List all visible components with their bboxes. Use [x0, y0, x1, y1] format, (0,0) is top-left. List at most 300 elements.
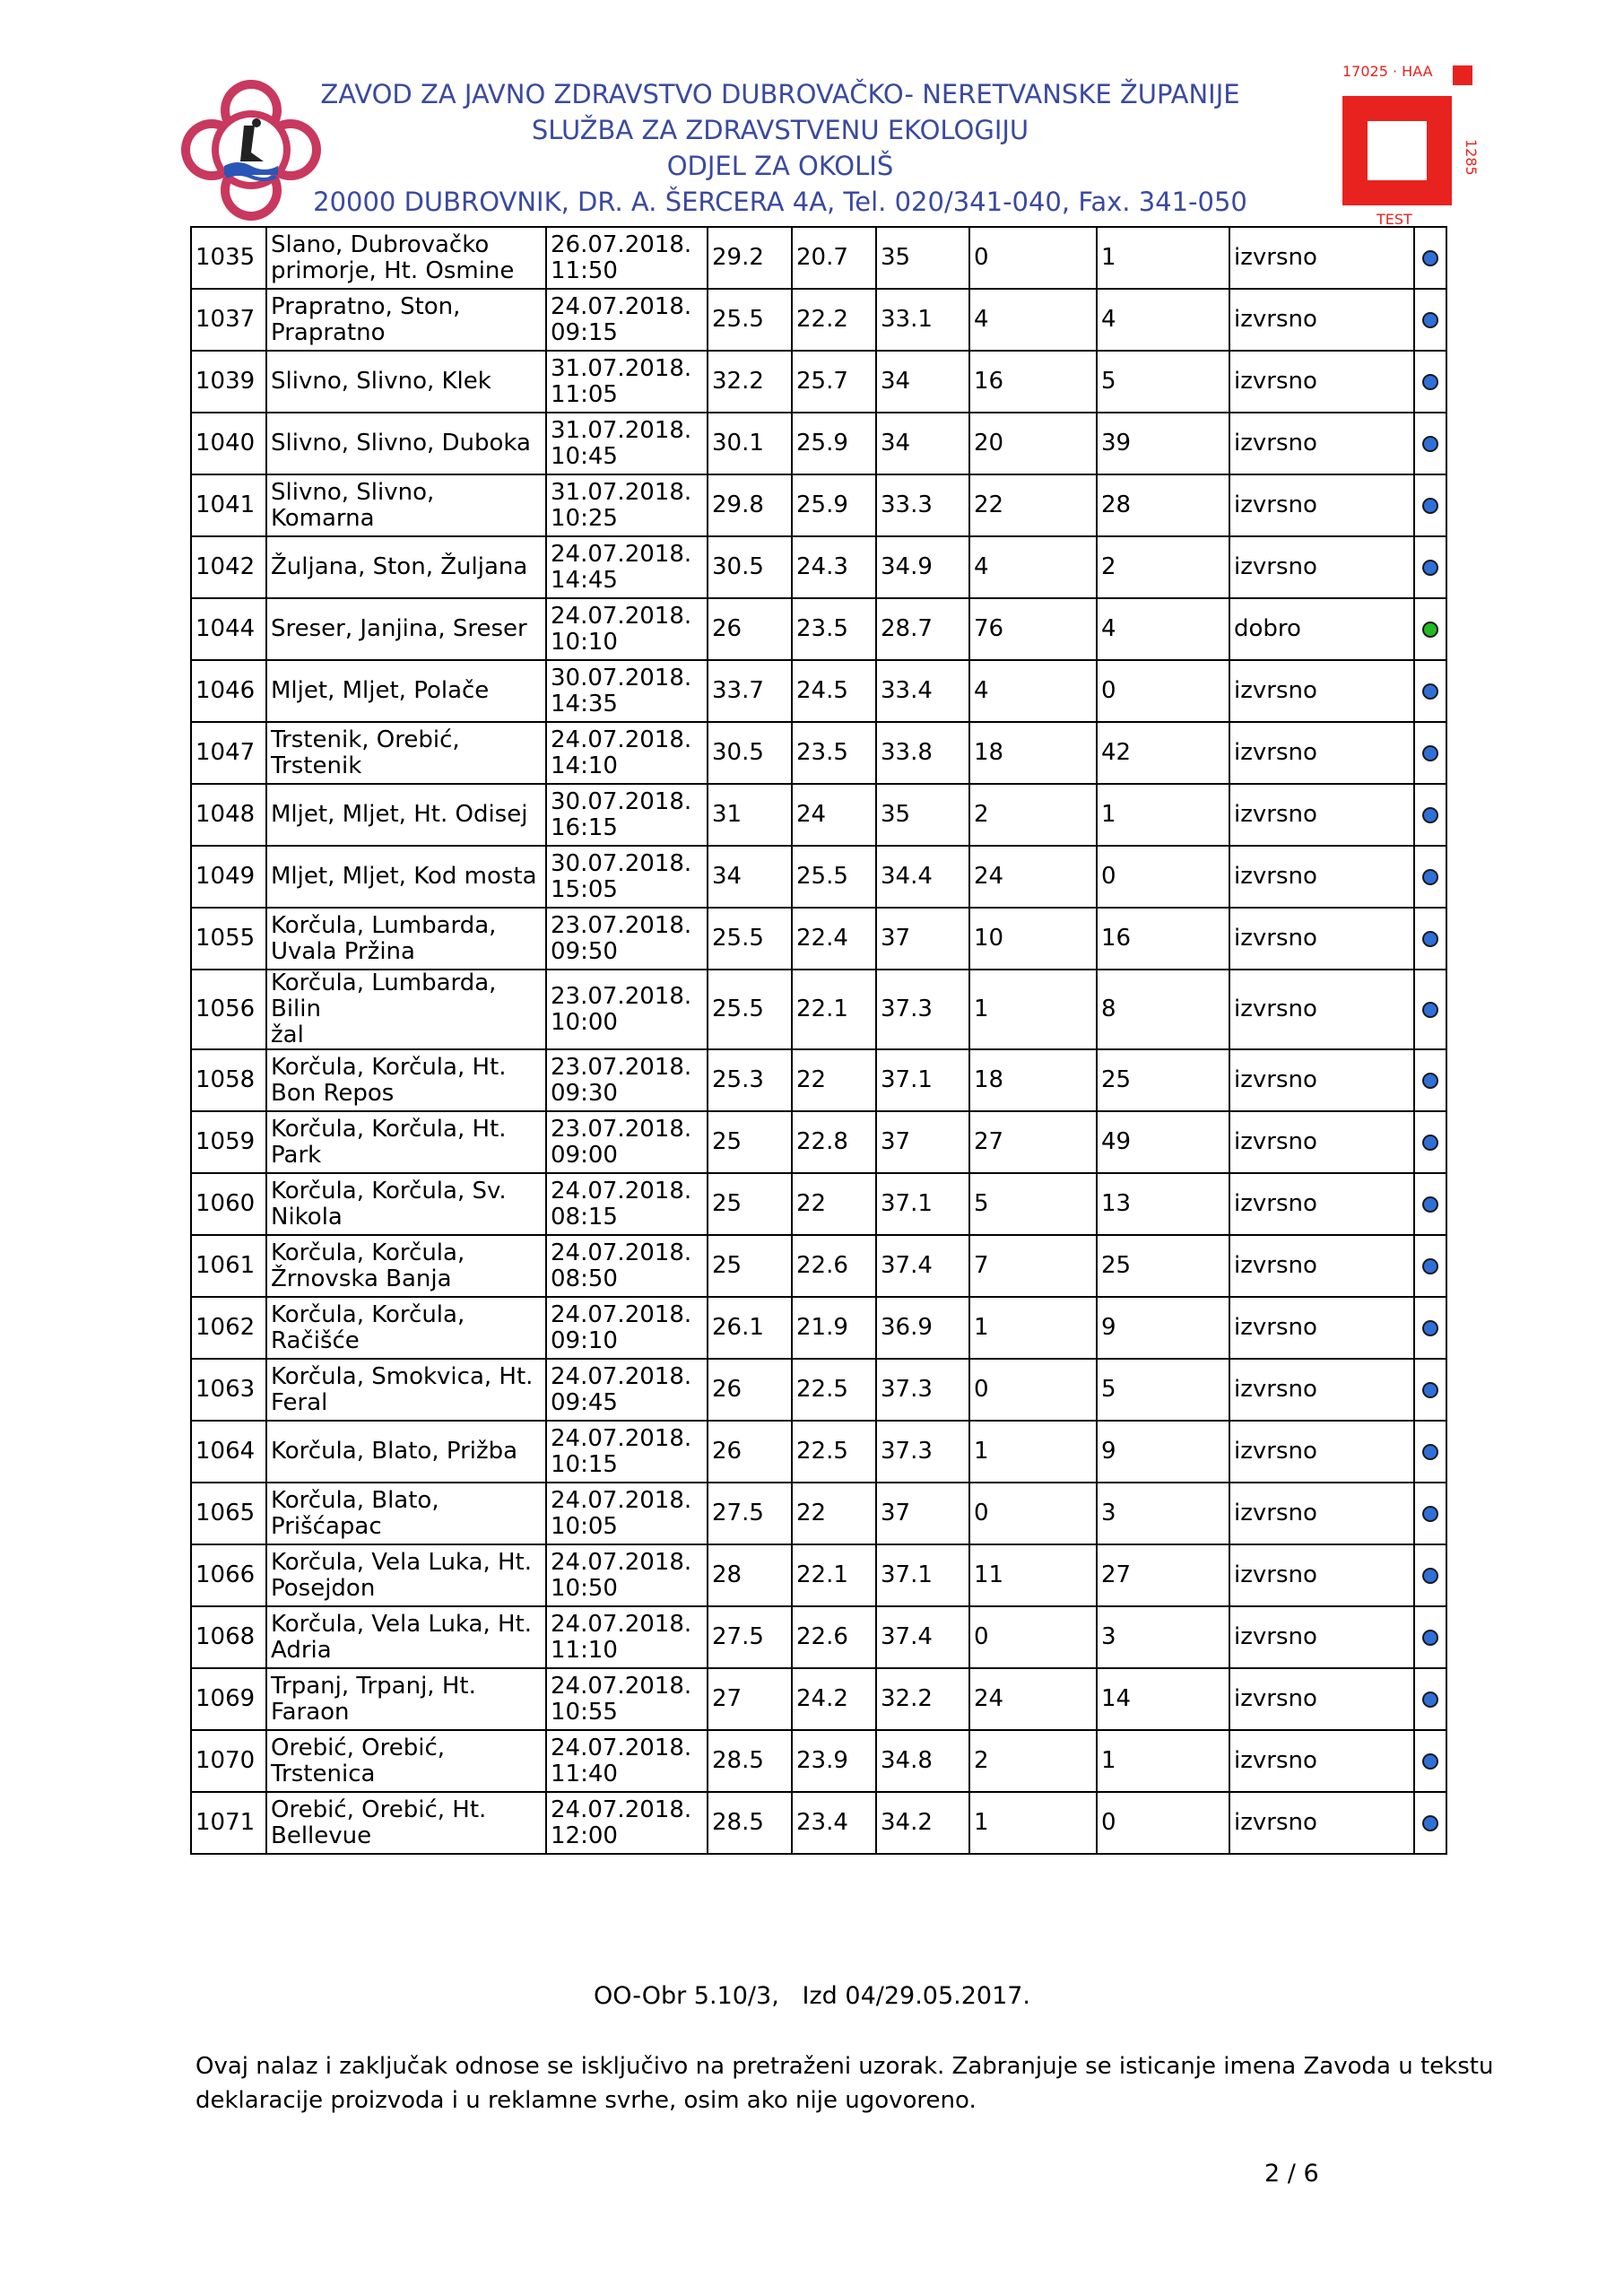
status-dot-icon — [1422, 1002, 1438, 1018]
value-e: 16 — [1097, 908, 1229, 970]
value-a: 26 — [708, 1359, 792, 1421]
status-dot-icon — [1422, 931, 1438, 947]
sampling-date: 24.07.2018. — [551, 1239, 692, 1266]
quality-indicator — [1414, 474, 1446, 536]
location-line: Posejdon — [271, 1574, 376, 1602]
sampling-date: 24.07.2018. — [551, 1424, 692, 1452]
status-dot-icon — [1422, 1382, 1438, 1398]
location — [266, 1730, 546, 1792]
status-dot-icon — [1422, 374, 1438, 390]
sampling-datetime — [546, 598, 708, 660]
value-a: 27.5 — [708, 1606, 792, 1668]
value-d: 10 — [969, 908, 1097, 970]
status-dot-icon — [1422, 312, 1438, 328]
sampling-datetime — [546, 1235, 708, 1297]
sampling-date: 24.07.2018. — [551, 292, 692, 320]
table-row — [191, 784, 1446, 846]
sample-id: 1070 — [191, 1730, 266, 1792]
value-a: 29.8 — [708, 474, 792, 536]
value-b: 21.9 — [792, 1297, 876, 1359]
header-line-department: ODJEL ZA OKOLIŠ — [666, 151, 894, 181]
value-b: 22.8 — [792, 1111, 876, 1173]
value-a: 25 — [708, 1235, 792, 1297]
status-dot-icon — [1422, 622, 1438, 638]
quality-grade: izvrsno — [1229, 1111, 1414, 1173]
sample-id: 1040 — [191, 413, 266, 474]
value-e: 25 — [1097, 1049, 1229, 1111]
value-d: 2 — [969, 1730, 1097, 1792]
sample-id: 1044 — [191, 598, 266, 660]
value-c: 33.4 — [876, 660, 969, 722]
quality-indicator — [1414, 1792, 1446, 1854]
sampling-datetime — [546, 227, 708, 289]
value-d: 4 — [969, 536, 1097, 598]
value-d: 0 — [969, 1606, 1097, 1668]
location-line: Orebić, Orebić, Trstenica — [271, 1734, 445, 1787]
quality-grade: izvrsno — [1229, 1359, 1414, 1421]
sample-id: 1056 — [191, 970, 266, 1049]
quality-indicator — [1414, 784, 1446, 846]
sampling-date: 24.07.2018. — [551, 726, 692, 753]
value-e: 3 — [1097, 1606, 1229, 1668]
location-line: Korčula, Lumbarda, Bilin — [271, 970, 497, 1022]
location-line: Mljet, Mljet, Kod mosta — [271, 863, 537, 890]
table-row — [191, 1606, 1446, 1668]
table-row — [191, 846, 1446, 908]
sampling-datetime — [546, 289, 708, 351]
quality-indicator — [1414, 289, 1446, 351]
value-a: 27.5 — [708, 1483, 792, 1544]
value-e: 5 — [1097, 351, 1229, 413]
value-e: 4 — [1097, 598, 1229, 660]
sampling-time: 10:50 — [551, 1574, 618, 1602]
status-dot-icon — [1422, 1196, 1438, 1213]
value-e: 4 — [1097, 289, 1229, 351]
location — [266, 660, 546, 722]
status-dot-icon — [1422, 745, 1438, 761]
table-row — [191, 1421, 1446, 1483]
value-c: 34.4 — [876, 846, 969, 908]
sampling-time: 09:45 — [551, 1388, 618, 1416]
value-c: 32.2 — [876, 1668, 969, 1730]
sampling-datetime — [546, 908, 708, 970]
value-e: 3 — [1097, 1483, 1229, 1544]
quality-grade: dobro — [1229, 598, 1414, 660]
value-a: 34 — [708, 846, 792, 908]
location — [266, 908, 546, 970]
table-row — [191, 1668, 1446, 1730]
value-b: 25.9 — [792, 413, 876, 474]
status-dot-icon — [1422, 1320, 1438, 1336]
value-b: 22.5 — [792, 1359, 876, 1421]
location — [266, 351, 546, 413]
quality-grade: izvrsno — [1229, 784, 1414, 846]
value-e: 0 — [1097, 660, 1229, 722]
sampling-date: 31.07.2018. — [551, 416, 692, 444]
status-dot-icon — [1422, 1444, 1438, 1460]
sample-id: 1041 — [191, 474, 266, 536]
status-dot-icon — [1422, 436, 1438, 452]
location-line: Adria — [271, 1636, 332, 1664]
location — [266, 1235, 546, 1297]
quality-grade: izvrsno — [1229, 1792, 1414, 1854]
table-row — [191, 1483, 1446, 1544]
sampling-time: 11:05 — [551, 380, 618, 408]
quality-indicator — [1414, 1668, 1446, 1730]
value-a: 25 — [708, 1111, 792, 1173]
value-b: 24.5 — [792, 660, 876, 722]
table-row — [191, 1235, 1446, 1297]
quality-grade: izvrsno — [1229, 846, 1414, 908]
sample-id: 1063 — [191, 1359, 266, 1421]
quality-grade: izvrsno — [1229, 1235, 1414, 1297]
value-e: 14 — [1097, 1668, 1229, 1730]
sampling-datetime — [546, 1544, 708, 1606]
sampling-time: 10:55 — [551, 1698, 618, 1726]
sampling-time: 10:45 — [551, 442, 618, 470]
value-a: 26 — [708, 1421, 792, 1483]
location-line: Korčula, Korčula, — [271, 1239, 465, 1266]
location-line: Nikola — [271, 1203, 343, 1231]
value-e: 28 — [1097, 474, 1229, 536]
sampling-date: 31.07.2018. — [551, 478, 692, 506]
sample-id: 1059 — [191, 1111, 266, 1173]
location — [266, 784, 546, 846]
quality-indicator — [1414, 1421, 1446, 1483]
sampling-time: 10:25 — [551, 504, 618, 532]
value-c: 37.4 — [876, 1606, 969, 1668]
sampling-time: 15:05 — [551, 875, 618, 903]
value-e: 9 — [1097, 1421, 1229, 1483]
results-table — [190, 226, 1447, 1855]
status-dot-icon — [1422, 1506, 1438, 1522]
sampling-time: 14:35 — [551, 690, 618, 718]
disclaimer — [195, 2049, 1494, 2118]
sampling-date: 23.07.2018. — [551, 1115, 692, 1143]
value-b: 22.6 — [792, 1235, 876, 1297]
value-d: 22 — [969, 474, 1097, 536]
location-line: Trstenik, Orebić, — [271, 726, 460, 753]
quality-grade: izvrsno — [1229, 351, 1414, 413]
value-d: 2 — [969, 784, 1097, 846]
value-b: 23.5 — [792, 598, 876, 660]
location — [266, 970, 546, 1049]
value-e: 39 — [1097, 413, 1229, 474]
value-c: 36.9 — [876, 1297, 969, 1359]
sampling-date: 31.07.2018. — [551, 354, 692, 382]
location — [266, 722, 546, 784]
location — [266, 1421, 546, 1483]
location-line: Slano, Dubrovačko — [271, 230, 490, 258]
value-b: 22 — [792, 1173, 876, 1235]
value-a: 30.5 — [708, 722, 792, 784]
status-dot-icon — [1422, 560, 1438, 576]
location — [266, 536, 546, 598]
value-e: 9 — [1097, 1297, 1229, 1359]
sampling-time: 09:30 — [551, 1079, 618, 1107]
sampling-datetime — [546, 1421, 708, 1483]
quality-indicator — [1414, 1544, 1446, 1606]
value-c: 35 — [876, 227, 969, 289]
sampling-datetime — [546, 1606, 708, 1668]
value-d: 1 — [969, 970, 1097, 1049]
quality-indicator — [1414, 1483, 1446, 1544]
sampling-date: 23.07.2018. — [551, 982, 692, 1010]
quality-grade: izvrsno — [1229, 908, 1414, 970]
value-d: 5 — [969, 1173, 1097, 1235]
sampling-time: 14:10 — [551, 752, 618, 779]
quality-indicator — [1414, 1359, 1446, 1421]
value-b: 22.5 — [792, 1421, 876, 1483]
value-b: 22 — [792, 1049, 876, 1111]
value-a: 26.1 — [708, 1297, 792, 1359]
sampling-datetime — [546, 1359, 708, 1421]
location-line: Slivno, Slivno, Klek — [271, 368, 491, 395]
value-c: 34 — [876, 351, 969, 413]
sample-id: 1047 — [191, 722, 266, 784]
value-a: 28.5 — [708, 1730, 792, 1792]
sampling-datetime — [546, 846, 708, 908]
location-line: Bellevue — [271, 1822, 372, 1849]
quality-indicator — [1414, 1173, 1446, 1235]
sampling-datetime — [546, 1792, 708, 1854]
status-dot-icon — [1422, 1753, 1438, 1770]
value-d: 27 — [969, 1111, 1097, 1173]
quality-indicator — [1414, 1730, 1446, 1792]
status-dot-icon — [1422, 1568, 1438, 1584]
sampling-date: 30.07.2018. — [551, 664, 692, 691]
location-line: Trstenik — [271, 752, 362, 779]
value-e: 49 — [1097, 1111, 1229, 1173]
sample-id: 1035 — [191, 227, 266, 289]
location-line: Korčula, Vela Luka, Ht. — [271, 1610, 533, 1638]
location — [266, 289, 546, 351]
sampling-datetime — [546, 474, 708, 536]
location — [266, 1668, 546, 1730]
location-line: Prapratno, Ston, — [271, 292, 461, 320]
sample-id: 1068 — [191, 1606, 266, 1668]
quality-grade: izvrsno — [1229, 1668, 1414, 1730]
disclaimer-line: Ovaj nalaz i zaključak odnose se isključivo na pretraženi uzorak. Zabranjuje se isticanje imena Zavoda u tekstu — [195, 2053, 1494, 2080]
location-line: Orebić, Orebić, Ht. — [271, 1796, 487, 1823]
value-a: 30.5 — [708, 536, 792, 598]
value-b: 22.6 — [792, 1606, 876, 1668]
table-row — [191, 598, 1446, 660]
value-a: 30.1 — [708, 413, 792, 474]
quality-grade: izvrsno — [1229, 1730, 1414, 1792]
value-d: 16 — [969, 351, 1097, 413]
location-line: Korčula, Korčula, Sv. — [271, 1177, 507, 1205]
table-row — [191, 1049, 1446, 1111]
accreditation-mark — [1341, 58, 1493, 229]
sample-id: 1064 — [191, 1421, 266, 1483]
form-code: OO-Obr 5.10/3, Izd 04/29.05.2017. — [593, 1982, 1031, 2010]
location-line: Faraon — [271, 1698, 350, 1726]
sample-id: 1037 — [191, 289, 266, 351]
quality-grade: izvrsno — [1229, 1421, 1414, 1483]
quality-indicator — [1414, 536, 1446, 598]
table-row — [191, 289, 1446, 351]
value-e: 0 — [1097, 1792, 1229, 1854]
location — [266, 413, 546, 474]
table-row — [191, 1111, 1446, 1173]
sample-id: 1062 — [191, 1297, 266, 1359]
table-row — [191, 536, 1446, 598]
location — [266, 474, 546, 536]
sampling-datetime — [546, 1668, 708, 1730]
table-row — [191, 1297, 1446, 1359]
table-row — [191, 1544, 1446, 1606]
value-b: 22.2 — [792, 289, 876, 351]
location-line: Slivno, Slivno, Komarna — [271, 478, 435, 532]
value-c: 33.1 — [876, 289, 969, 351]
accreditation-bottom: TEST — [1376, 211, 1412, 228]
location — [266, 1544, 546, 1606]
location — [266, 1359, 546, 1421]
sampling-datetime — [546, 1173, 708, 1235]
location-line: Korčula, Korčula, — [271, 1300, 465, 1328]
location-line: Korčula, Lumbarda, — [271, 911, 497, 939]
table-row — [191, 908, 1446, 970]
sampling-date: 30.07.2018. — [551, 849, 692, 877]
sampling-datetime — [546, 1483, 708, 1544]
table-row — [191, 970, 1446, 1049]
sample-id: 1071 — [191, 1792, 266, 1854]
value-b: 24.3 — [792, 536, 876, 598]
value-a: 29.2 — [708, 227, 792, 289]
value-b: 25.5 — [792, 846, 876, 908]
value-d: 24 — [969, 1668, 1097, 1730]
location-line: Prapratno — [271, 318, 386, 346]
value-e: 1 — [1097, 227, 1229, 289]
sample-id: 1042 — [191, 536, 266, 598]
location — [266, 227, 546, 289]
value-c: 37 — [876, 908, 969, 970]
location — [266, 846, 546, 908]
value-d: 1 — [969, 1792, 1097, 1854]
value-c: 34.2 — [876, 1792, 969, 1854]
location-line: Feral — [271, 1388, 328, 1416]
sampling-datetime — [546, 784, 708, 846]
value-a: 31 — [708, 784, 792, 846]
value-c: 34 — [876, 413, 969, 474]
status-dot-icon — [1422, 498, 1438, 514]
location — [266, 1606, 546, 1668]
quality-grade: izvrsno — [1229, 1297, 1414, 1359]
quality-indicator — [1414, 351, 1446, 413]
institute-header — [296, 76, 1264, 220]
value-c: 37.3 — [876, 1359, 969, 1421]
location — [266, 1792, 546, 1854]
value-c: 37 — [876, 1483, 969, 1544]
quality-grade: izvrsno — [1229, 1049, 1414, 1111]
sampling-time: 09:10 — [551, 1326, 618, 1354]
status-dot-icon — [1422, 1073, 1438, 1089]
quality-grade: izvrsno — [1229, 722, 1414, 784]
sampling-date: 24.07.2018. — [551, 1672, 692, 1700]
sampling-datetime — [546, 970, 708, 1049]
location-line: Sreser, Janjina, Sreser — [271, 615, 527, 642]
header-line-address: 20000 DUBROVNIK, DR. A. ŠERCERA 4A, Tel. 020/341-040, Fax. 341-050 — [313, 187, 1247, 217]
table-row — [191, 722, 1446, 784]
value-c: 37.1 — [876, 1544, 969, 1606]
page-number: 2 / 6 — [1264, 2160, 1319, 2187]
location-line: Žrnovska Banja — [271, 1265, 452, 1292]
value-b: 22.1 — [792, 1544, 876, 1606]
disclaimer-line: deklaracije proizvoda i u reklamne svrhe, osim ako nije ugovoreno. — [195, 2087, 977, 2114]
location — [266, 1049, 546, 1111]
sampling-date: 24.07.2018. — [551, 1610, 692, 1638]
sample-id: 1069 — [191, 1668, 266, 1730]
sample-id: 1058 — [191, 1049, 266, 1111]
location — [266, 1173, 546, 1235]
location-line: Korčula, Korčula, Ht. — [271, 1053, 507, 1081]
table-row — [191, 351, 1446, 413]
location-line: Trpanj, Trpanj, Ht. — [271, 1672, 476, 1700]
location-line: Bon Repos — [271, 1079, 395, 1107]
table-row — [191, 1359, 1446, 1421]
value-b: 22.4 — [792, 908, 876, 970]
sample-id: 1046 — [191, 660, 266, 722]
sampling-date: 26.07.2018. — [551, 230, 692, 258]
sampling-datetime — [546, 660, 708, 722]
results-table-body — [191, 227, 1446, 1854]
quality-grade: izvrsno — [1229, 289, 1414, 351]
location-line: Uvala Pržina — [271, 937, 415, 965]
value-d: 18 — [969, 722, 1097, 784]
sampling-date: 24.07.2018. — [551, 602, 692, 630]
sampling-datetime — [546, 1730, 708, 1792]
sampling-time: 10:05 — [551, 1512, 618, 1540]
sampling-time: 11:50 — [551, 257, 618, 284]
status-dot-icon — [1422, 250, 1438, 266]
sampling-time: 11:10 — [551, 1636, 618, 1664]
sampling-datetime — [546, 413, 708, 474]
sampling-date: 24.07.2018. — [551, 540, 692, 568]
value-b: 20.7 — [792, 227, 876, 289]
location-line: Mljet, Mljet, Polače — [271, 677, 490, 704]
value-b: 23.9 — [792, 1730, 876, 1792]
value-b: 23.5 — [792, 722, 876, 784]
sampling-date: 23.07.2018. — [551, 911, 692, 939]
value-d: 0 — [969, 1359, 1097, 1421]
location-line: Račišće — [271, 1326, 360, 1354]
value-c: 37.1 — [876, 1173, 969, 1235]
location — [266, 598, 546, 660]
value-c: 37.1 — [876, 1049, 969, 1111]
sample-id: 1055 — [191, 908, 266, 970]
table-row — [191, 1730, 1446, 1792]
value-b: 25.9 — [792, 474, 876, 536]
value-e: 8 — [1097, 970, 1229, 1049]
value-d: 20 — [969, 413, 1097, 474]
quality-indicator — [1414, 1606, 1446, 1668]
status-dot-icon — [1422, 1815, 1438, 1831]
quality-indicator — [1414, 1049, 1446, 1111]
location-line: Korčula, Blato, Prižba — [271, 1438, 518, 1465]
value-b: 23.4 — [792, 1792, 876, 1854]
table-row — [191, 1792, 1446, 1854]
sampling-date: 24.07.2018. — [551, 1362, 692, 1390]
sample-id: 1049 — [191, 846, 266, 908]
value-d: 18 — [969, 1049, 1097, 1111]
sampling-time: 10:00 — [551, 1008, 618, 1036]
value-b: 25.7 — [792, 351, 876, 413]
quality-indicator — [1414, 846, 1446, 908]
sampling-time: 16:15 — [551, 813, 618, 841]
quality-indicator — [1414, 598, 1446, 660]
location — [266, 1111, 546, 1173]
